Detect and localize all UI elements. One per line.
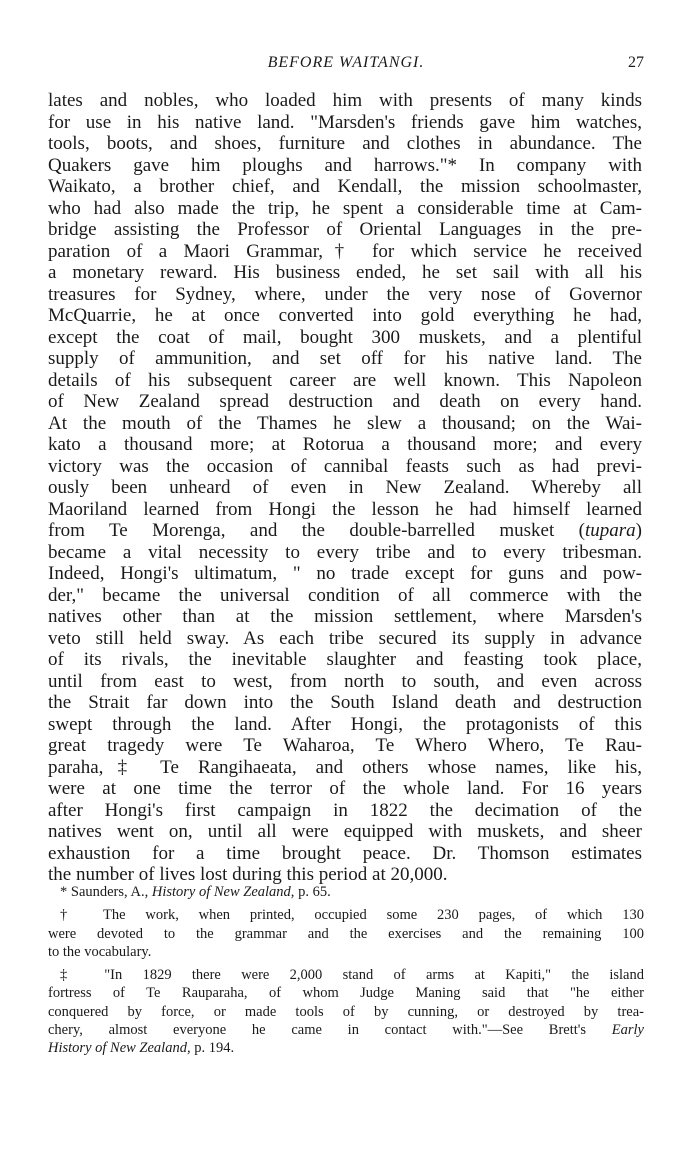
footnote-3-line: ‡ "In 1829 there were 2,000 stand of arms at Kapiti," the island (60, 967, 644, 984)
text-line: natives other than at the mission settlement, where Marsden's (48, 606, 642, 627)
text-line-tupara (48, 520, 642, 542)
text-line: veto still held sway. As each tribe secured its supply in advance (48, 627, 642, 649)
text-segment: from Te Morenga, and the double-barrelled musket ( (48, 520, 585, 541)
footnote-text: * Saunders, A., (60, 884, 152, 900)
text-line: natives went on, until all were equipped with muskets, and sheer (48, 821, 642, 842)
text-line: Waikato, a brother chief, and Kendall, the mission schoolmaster, (48, 176, 642, 197)
text-line: bridge assisting the Professor of Oriental Languages in the pre- (48, 219, 642, 240)
footnote-2-line: to the vocabulary. (48, 943, 152, 960)
footnote-3-line: fortress of Te Rauparaha, of whom Judge Maning said that "he either (48, 985, 644, 1002)
text-line: except the coat of mail, bought 300 muskets, and a plentiful (48, 326, 642, 348)
footnote-book-title: History of New Zealand, (48, 1040, 191, 1057)
page-number: 27 (628, 54, 644, 71)
text-line: became a vital necessity to every tribe and to every tribesman. (48, 541, 642, 563)
running-title: BEFORE WAITANGI. (267, 54, 425, 71)
text-line: of its rivals, the inevitable slaughter and feasting took place, (48, 649, 642, 670)
text-line: der," became the universal condition of all commerce with the (48, 584, 642, 606)
footnote-3-line (48, 1021, 644, 1039)
footnote-text: p. 65. (294, 884, 331, 900)
text-line: kato a thousand more; at Rotorua a thousand more; and every (48, 434, 642, 455)
text-line: Quakers gave him ploughs and harrows."* In company with (48, 154, 642, 176)
footnotes (48, 883, 644, 1058)
footnote-book-title: Early (611, 1022, 644, 1039)
text-line: of New Zealand spread destruction and death on every hand. (48, 391, 642, 412)
text-line: McQuarrie, he at once converted into gold everything he had, (48, 305, 642, 326)
text-line: lates and nobles, who loaded him with presents of many kinds (48, 90, 642, 111)
text-line: supply of ammunition, and set off for his native land. The (48, 348, 642, 369)
text-line: a monetary reward. His business ended, he set sail with all his (48, 262, 642, 283)
text-line: details of his subsequent career are well known. This Napoleon (48, 369, 642, 391)
footnote-book-title: History of New Zealand, (151, 884, 295, 900)
text-line: until from east to west, from north to south, and even across (48, 670, 642, 692)
text-line: swept through the land. After Hongi, the protagonists of this (48, 713, 642, 735)
text-line: ously been unheard of even in New Zealand. Whereby all (48, 477, 642, 498)
text-line: great tragedy were Te Waharoa, Te Whero Whero, Te Rau- (48, 735, 642, 756)
text-line: victory was the occasion of cannibal feasts such as had previ- (48, 455, 642, 477)
text-line: Maoriland learned from Hongi the lesson he had himself learned (48, 498, 642, 520)
footnote-2-line: † The work, when printed, occupied some 230 pages, of which 130 (60, 907, 644, 924)
text-line: At the mouth of the Thames he slew a thousand; on the Wai- (48, 412, 642, 434)
text-line: after Hongi's first campaign in 1822 the decimation of the (48, 799, 642, 821)
text-line: the Strait far down into the South Island death and destruction (48, 692, 642, 713)
text-line: paraha,‡ Te Rangihaeata, and others whose names, like his, (48, 756, 642, 778)
running-header (48, 54, 644, 78)
footnote-3-line: conquered by force, or made tools of by cunning, or destroyed by trea- (48, 1003, 644, 1020)
text-line: who had also made the trip, he spent a considerable time at Cam- (48, 197, 642, 219)
tupara-word: tupara (584, 520, 636, 541)
footnote-2-line: were devoted to the grammar and the exercises and the remaining 100 (48, 925, 644, 942)
footnote-1 (48, 883, 644, 901)
text-line: for use in his native land. "Marsden's friends gave him watches, (48, 111, 642, 133)
body-text (48, 90, 642, 886)
text-line: were at one time the terror of the whole land. For 16 years (48, 778, 642, 799)
footnote-text: chery, almost everyone he came in contact with."—See Brett's (48, 1022, 612, 1039)
text-line: treasures for Sydney, where, under the very nose of Governor (48, 283, 642, 305)
text-line: exhaustion for a time brought peace. Dr. Thomson estimates (48, 842, 642, 864)
text-segment: ) (635, 520, 642, 541)
text-line: Indeed, Hongi's ultimatum, " no trade except for guns and pow- (48, 563, 642, 584)
text-line: paration of a Maori Grammar,† for which service he received (48, 240, 642, 262)
footnote-3-line (48, 1039, 644, 1057)
text-line: tools, boots, and shoes, furniture and clothes in abundance. The (48, 133, 642, 154)
text-line: the number of lives lost during this period at 20,000. (48, 864, 448, 885)
footnote-text: p. 194. (190, 1040, 235, 1057)
